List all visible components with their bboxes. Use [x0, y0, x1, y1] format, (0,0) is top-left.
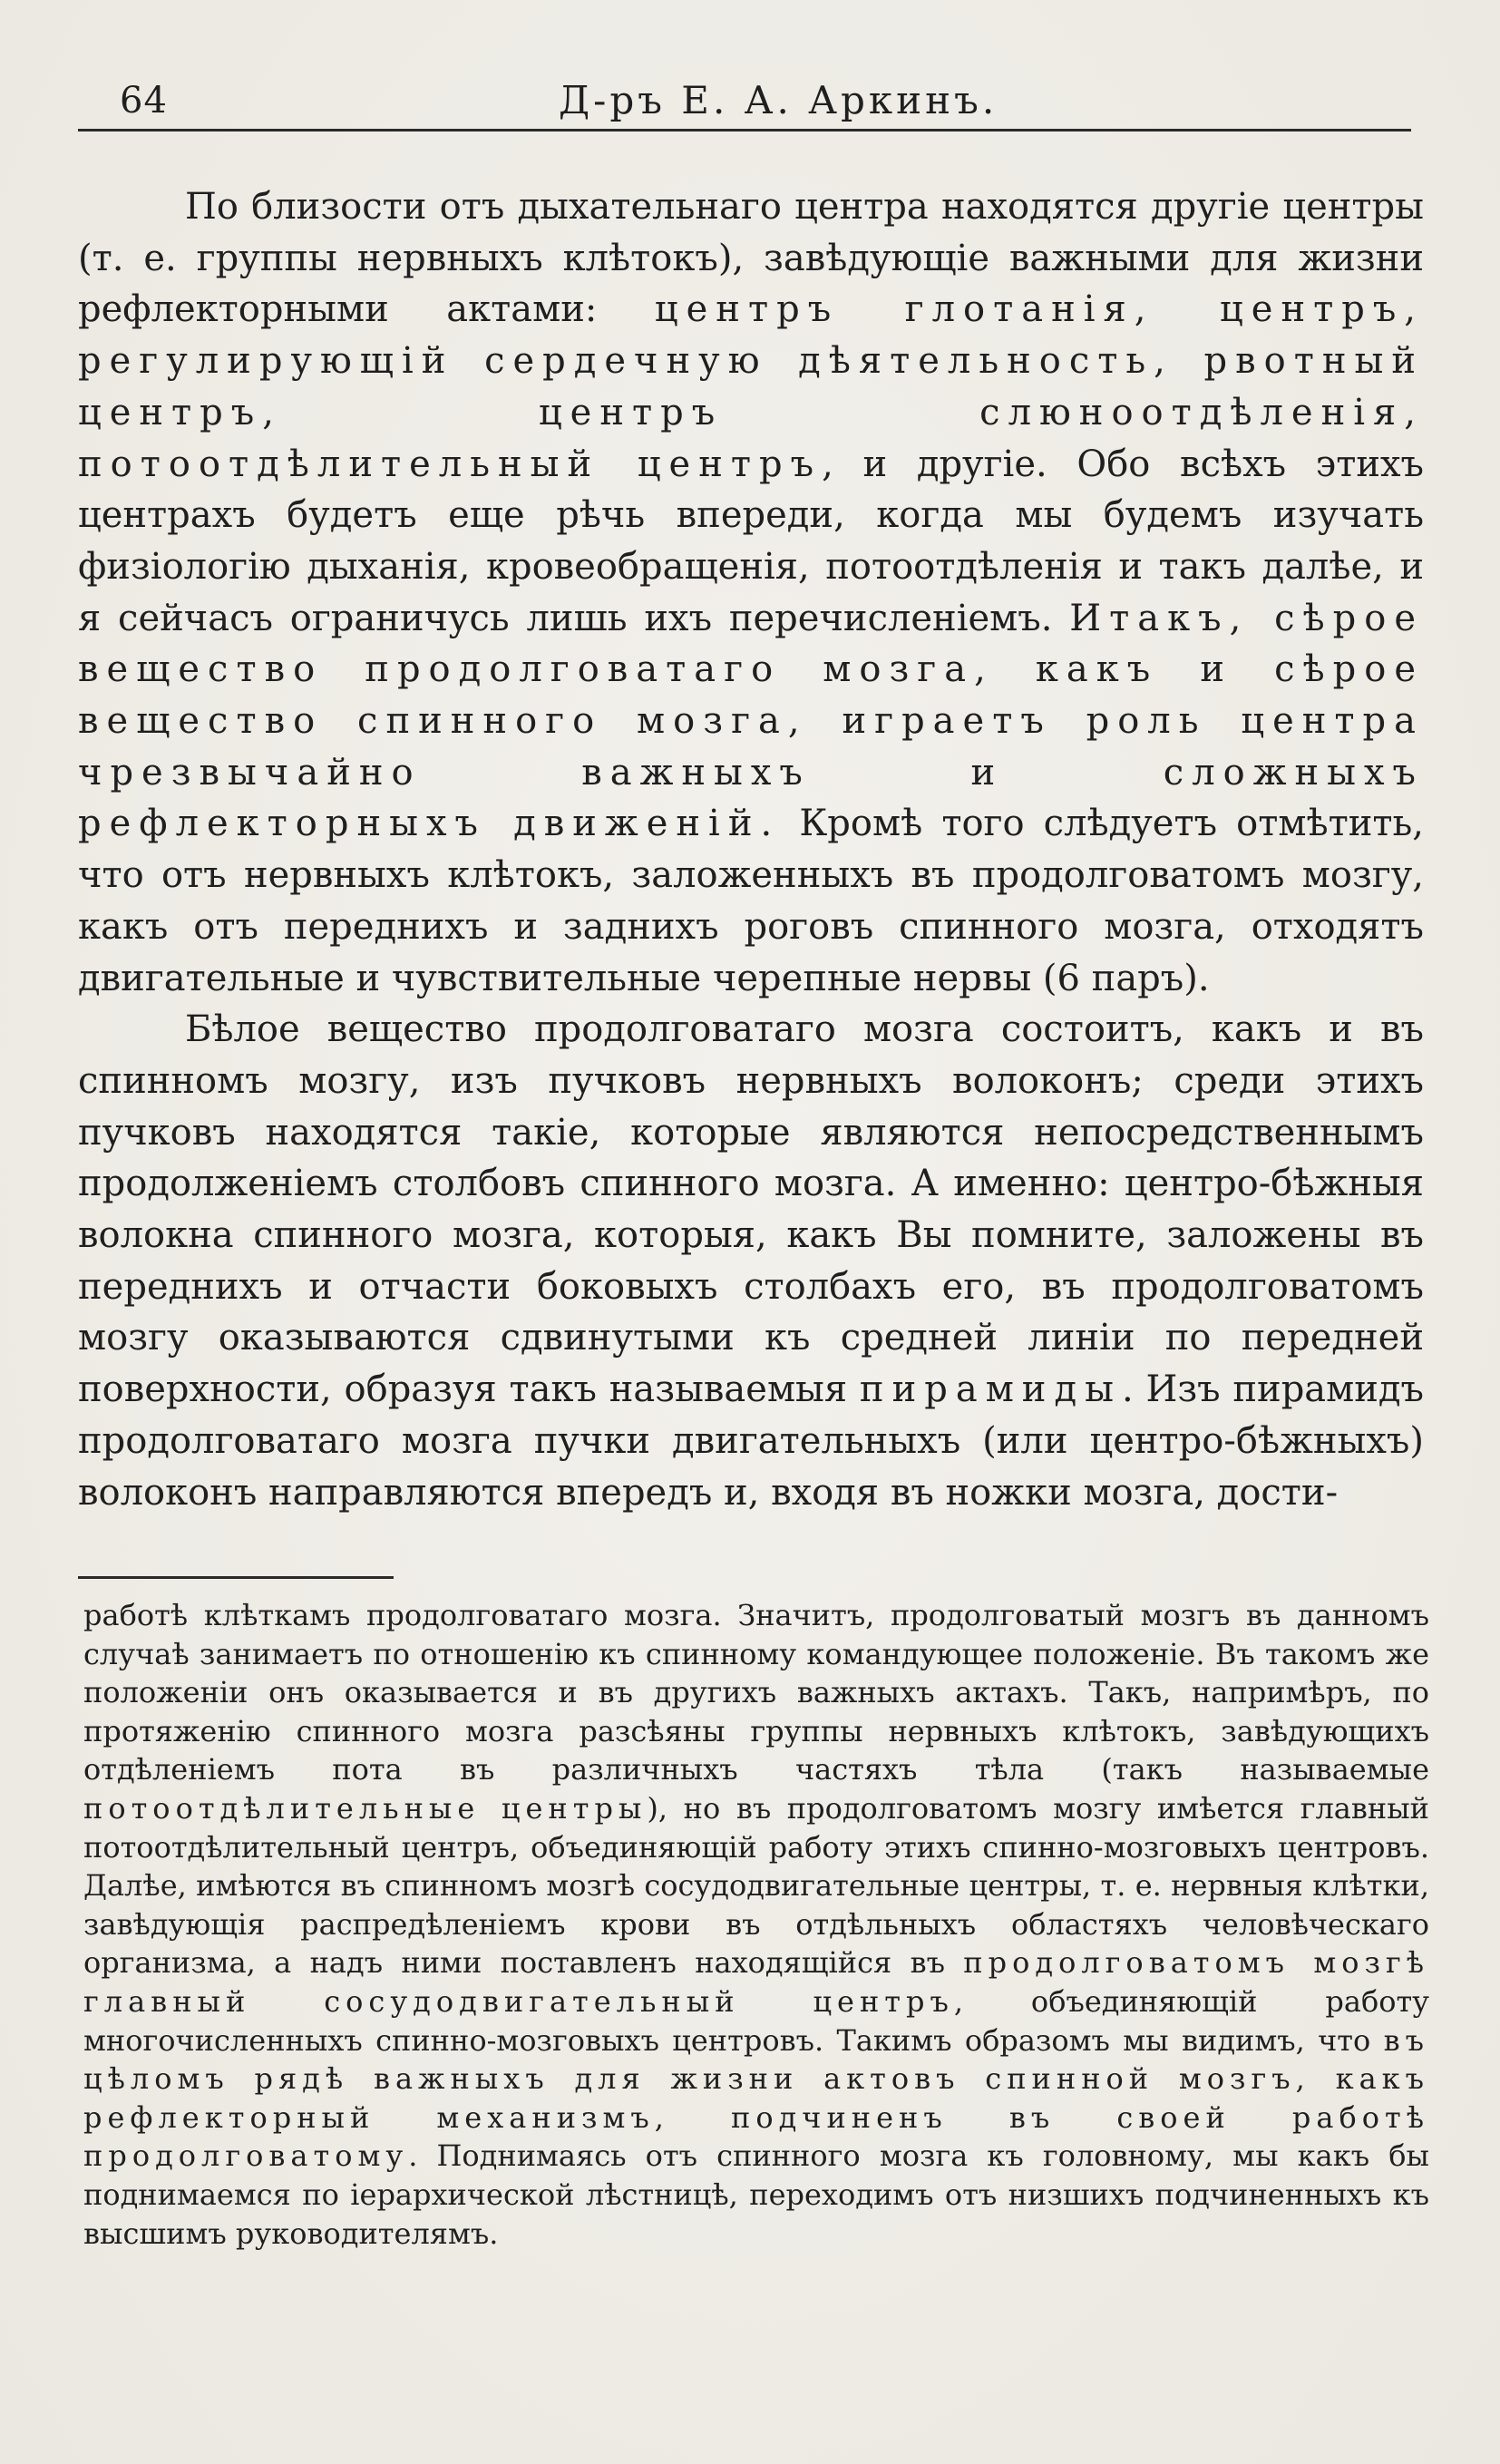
spaced-text: въ цѣломъ рядѣ важныхъ для жизни актовъ спинной мозгъ, какъ рефлекторный механизмъ, подчиненъ въ своей работѣ продолговатому [83, 2022, 1429, 2174]
spaced-text: Итакъ, сѣрое вещество продолговатаго мозга, какъ и сѣрое вещество спинного мозга, играетъ роль центра чрезвычайно важныхъ и сложныхъ рефлекторныхъ движеній. [78, 597, 1425, 845]
page-number: 64 [120, 80, 168, 122]
text-run: работѣ клѣткамъ продолговатаго мозга. Значитъ, продолговатый мозгъ въ данномъ случаѣ занимаетъ по отношенію къ спинному командующее положеніе. Въ такомъ же положеніи онъ оказывается и въ другихъ важныхъ актахъ. Такъ, напримѣръ, по протяженію спинного мозга разсѣяны группы нервныхъ клѣтокъ, завѣдующихъ отдѣленіемъ пота въ различныхъ частяхъ тѣла (такъ называемые [83, 1598, 1429, 1787]
spaced-text: потоотдѣлительные центры [83, 1790, 648, 1826]
spaced-text: продолговатомъ мозгѣ главный сосудодвигательный центръ [83, 1945, 1430, 2019]
paragraph [78, 181, 1424, 1004]
paragraph [78, 1004, 1424, 1518]
text-run: , и другіе. Обо всѣхъ этихъ центрахъ будетъ еще рѣчь впереди, когда мы будемъ изучать физіологію дыханія, кровеобращенія, потоотдѣленія и такъ далѣе, и я сейчасъ ограничусь лишь ихъ перечисленіемъ. [78, 443, 1424, 639]
text-run: , объединяющій работу многочисленныхъ спинно-мозговыхъ центровъ. Такимъ образомъ мы видимъ, что [83, 1983, 1430, 2058]
text-run: . Поднимаясь отъ спинного мозга къ головному, мы какъ бы поднимаемся по іерархической лѣстницѣ, переходимъ отъ низшихъ подчиненныхъ къ высшимъ руководителямъ. [83, 2138, 1429, 2251]
footnote-rule [78, 1576, 394, 1579]
spaced-text: пирамиды [859, 1368, 1122, 1411]
footnote [83, 1596, 1429, 2253]
main-text [78, 181, 1424, 1518]
footnote-paragraph [83, 1596, 1429, 2253]
spaced-text: центръ глотанія, центръ, регулирующій сердечную дѣятельность, рвотный центръ, центръ слюноотдѣленія, потоотдѣлительный центръ [78, 288, 1424, 485]
running-head: Д-ръ Е. А. Аркинъ. [559, 78, 998, 122]
text-run: По близости отъ дыхательнаго центра находятся другіе центры (т. е. группы нервныхъ клѣтокъ), завѣдующіе важными для жизни рефлекторными актами: [78, 186, 1424, 331]
text-run: . Изъ пирамидъ продолговатаго мозга пучки двигательныхъ (или центро-бѣжныхъ) волоконъ направляются впередъ и, входя въ ножки мозга, дости- [78, 1368, 1425, 1514]
text-run: Бѣлое вещество продолговатаго мозга состоитъ, какъ и въ спинномъ мозгу, изъ пучковъ нервныхъ волоконъ; среди этихъ пучковъ находятся такіе, которые являются непосредственнымъ продолженіемъ столбовъ спинного мозга. А именно: центро-бѣжныя волокна спинного мозга, которыя, какъ Вы помните, заложены въ переднихъ и отчасти боковыхъ столбахъ его, въ продолговатомъ мозгу оказываются сдвинутыми къ средней линіи по передней поверхности, образуя такъ называемыя [78, 1008, 1424, 1411]
page-header [78, 74, 1411, 131]
text-run: ), но въ продолговатомъ мозгу имѣется главный потоотдѣлительный центръ, объединяющій работу этихъ спинно-мозговыхъ центровъ. Далѣе, имѣются въ спинномъ мозгѣ сосудодвигательные центры, т. е. нервныя клѣтки, завѣдующія распредѣленіемъ крови въ отдѣльныхъ областяхъ человѣческаго организма, а надъ ними поставленъ находящійся въ [83, 1790, 1430, 1981]
text-run: Кромѣ того слѣдуетъ отмѣтить, что отъ нервныхъ клѣтокъ, заложенныхъ въ продолговатомъ мозгу, какъ отъ переднихъ и заднихъ роговъ спинного мозга, отходятъ двигательные и чувствительные черепные нервы (6 паръ). [78, 803, 1424, 999]
